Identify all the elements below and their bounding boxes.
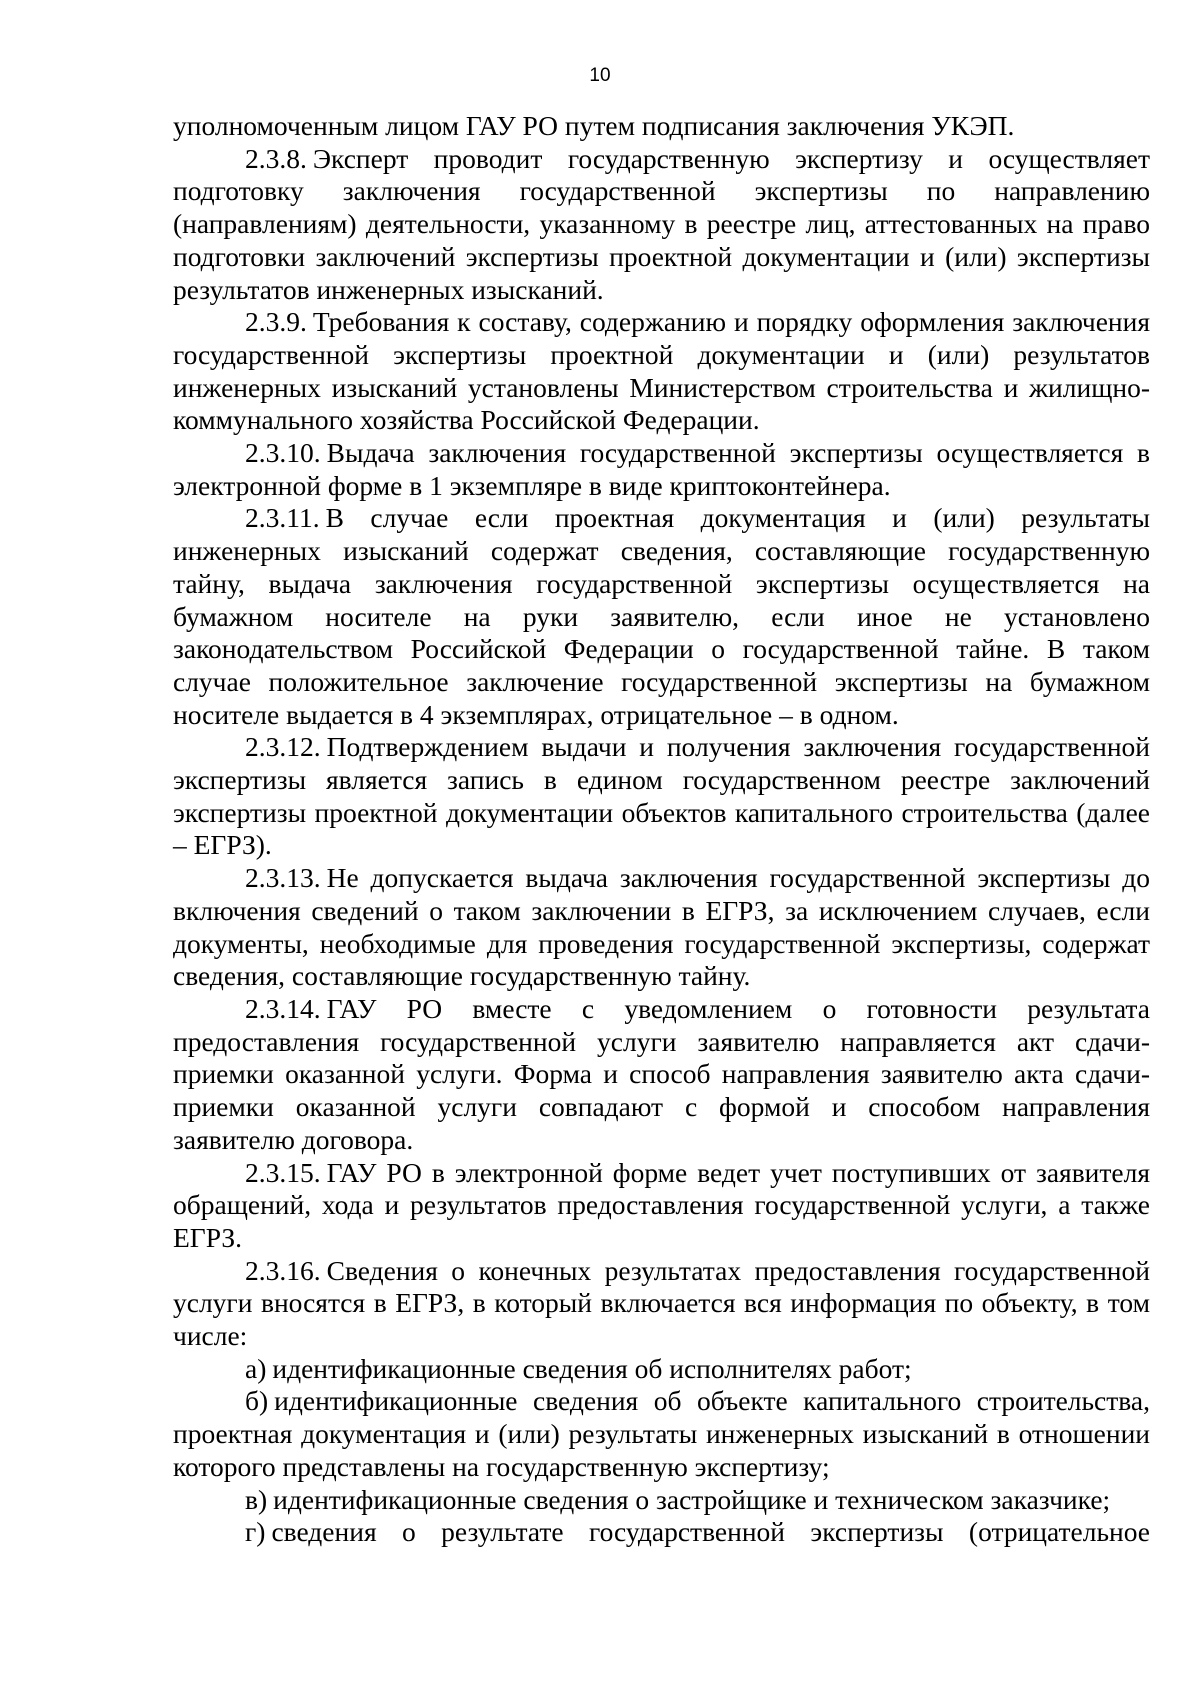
clause-number: 2.3.14. [245,992,321,1024]
list-item-a [173,1353,1150,1386]
list-item-text: идентификационные сведения об исполнителях работ; [272,1352,912,1384]
list-item-text: сведения о результате государственной экспертизы (отрицательное [271,1516,1150,1548]
list-marker: а) [245,1352,267,1384]
paragraph-2-3-13 [173,862,1150,993]
paragraph-2-3-9 [173,306,1150,437]
document-body [173,110,1150,1549]
clause-number: 2.3.13. [245,862,321,894]
clause-number: 2.3.8. [245,142,307,174]
paragraph-continuation [173,110,1150,143]
paragraph-text: Не допускается выдача заключения государственной экспертизы до включения сведений о таком заключении в ЕГРЗ, за исключением случаев, если документы, необходимые для проведения государственной экспертизы, содержат сведения, составляющие государственную тайну. [173,862,1150,992]
list-marker: г) [245,1516,266,1548]
paragraph-text: Требования к составу, содержанию и порядку оформления заключения государственной экспертизы проектной документации и (или) результатов инженерных изысканий установлены Министерством строительства и жилищно-коммунального хозяйства Российской Федерации. [173,306,1150,436]
paragraph-text: Выдача заключения государственной экспертизы осуществляется в электронной форме в 1 экземпляре в виде криптоконтейнера. [173,437,1150,501]
paragraph-2-3-16 [173,1255,1150,1353]
page-number: 10 [589,65,611,86]
clause-number: 2.3.9. [245,306,307,338]
paragraph-2-3-14 [173,993,1150,1157]
paragraph-text: Сведения о конечных результатах предоставления государственной услуги вносятся в ЕГРЗ, в который включается вся информация по объекту, в том числе: [173,1254,1150,1352]
list-marker: в) [245,1483,268,1515]
paragraph-2-3-15 [173,1157,1150,1255]
list-item-text: идентификационные сведения об объекте капитального строительства, проектная документация и (или) результаты инженерных изысканий в отношении которого представлены на государственную экспертизу; [173,1385,1150,1482]
paragraph-2-3-8 [173,143,1150,307]
clause-number: 2.3.15. [245,1156,321,1188]
list-item-g [173,1516,1150,1549]
clause-number: 2.3.11. [245,502,320,534]
list-item-text: идентификационные сведения о застройщике и техническом заказчике; [273,1483,1111,1515]
paragraph-text: Эксперт проводит государственную экспертизу и осуществляет подготовку заключения государственной экспертизы по направлению (направлениям) деятельности, указанному в реестре лиц, аттестованных на право подготовки заключений экспертизы проектной документации и (или) экспертизы результатов инженерных изысканий. [173,142,1150,305]
paragraph-2-3-10 [173,437,1150,502]
clause-number: 2.3.16. [245,1254,321,1286]
paragraph-text: ГАУ РО вместе с уведомлением о готовности результата предоставления государственной услуги заявителю направляется акт сдачи-приемки оказанной услуги. Форма и способ направления заявителю акта сдачи-приемки оказанной услуги совпадают с формой и способом направления заявителю договора. [173,992,1150,1155]
paragraph-text: Подтверждением выдачи и получения заключения государственной экспертизы является запись в едином государственном реестре заключений экспертизы проектной документации объектов капитального строительства (далее – ЕГРЗ). [173,731,1150,861]
list-marker: б) [245,1385,269,1417]
paragraph-2-3-11 [173,502,1150,731]
clause-number: 2.3.10. [245,437,321,469]
paragraph-text: ГАУ РО в электронной форме ведет учет поступивших от заявителя обращений, хода и результатов предоставления государственной услуги, а также ЕГРЗ. [173,1156,1150,1253]
clause-number: 2.3.12. [245,731,321,763]
list-item-v [173,1484,1150,1517]
paragraph-text: уполномоченным лицом ГАУ РО путем подписания заключения УКЭП. [173,110,1015,141]
paragraph-text: В случае если проектная документация и (или) результаты инженерных изысканий содержат сведения, составляющие государственную тайну, выдача заключения государственной экспертизы осуществляется на бумажном носителе на руки заявителю, если иное не установлено законодательством Российской Федерации о государственной тайне. В таком случае положительное заключение государственной экспертизы на бумажном носителе выдается в 4 экземплярах, отрицательное – в одном. [173,502,1150,730]
list-item-b [173,1385,1150,1483]
paragraph-2-3-12 [173,731,1150,862]
